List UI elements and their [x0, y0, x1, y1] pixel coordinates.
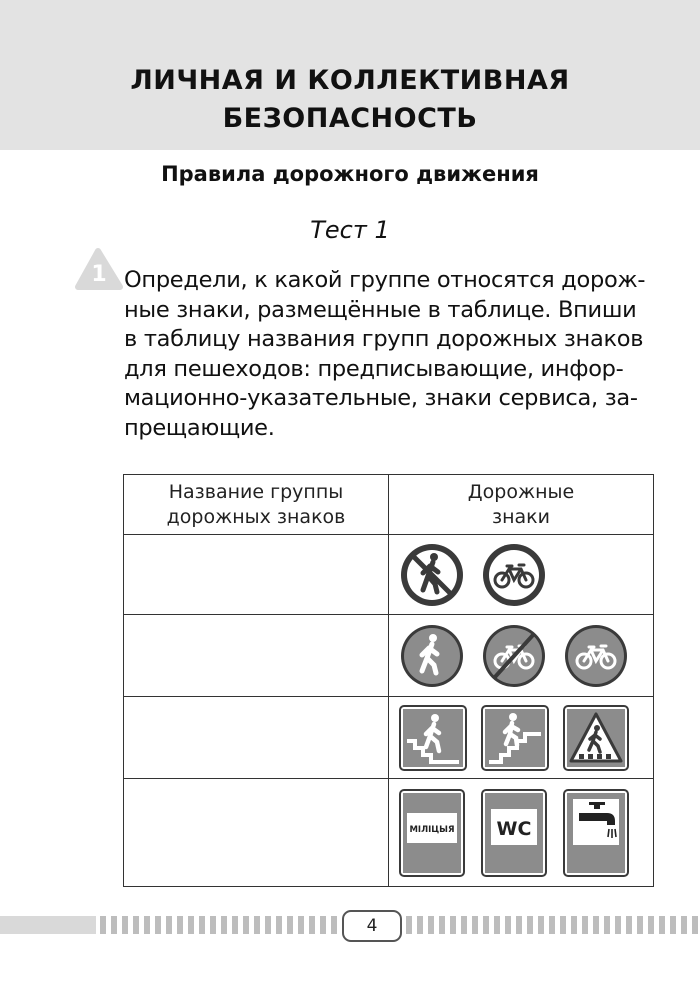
pedestrian-path-sign — [399, 623, 465, 689]
answer-cell[interactable] — [124, 779, 389, 887]
footer-stripe — [155, 916, 161, 934]
signs-cell — [389, 779, 654, 887]
header-banner — [0, 0, 700, 150]
footer-stripe — [593, 916, 599, 934]
task-line: для пешеходов: предписывающие, инфор- — [124, 355, 624, 382]
footer-stripe — [287, 916, 293, 934]
drinking-water-sign — [563, 789, 629, 877]
footer-stripe — [428, 916, 434, 934]
answer-cell[interactable] — [124, 535, 389, 615]
footer-stripe — [692, 916, 698, 934]
footer-stripe — [604, 916, 610, 934]
answer-cell[interactable] — [124, 697, 389, 779]
footer-stripe — [439, 916, 445, 934]
footer-stripe — [571, 916, 577, 934]
footer-stripe — [582, 916, 588, 934]
footer-stripe — [199, 916, 205, 934]
footer-stripe — [276, 916, 282, 934]
table-header-row — [124, 475, 654, 535]
footer-stripe — [670, 916, 676, 934]
task-line: Определи, к какой группе относятся дорож- — [124, 267, 646, 293]
page-title-line1: ЛИЧНАЯ И КОЛЛЕКТИВНАЯ — [130, 65, 570, 96]
bicycle-path-sign — [563, 623, 629, 689]
footer-stripe — [505, 916, 511, 934]
task-line: в таблицу названия групп дорожных знаков — [124, 326, 644, 352]
footer-stripe — [549, 916, 555, 934]
footer-stripe — [516, 916, 522, 934]
footer-stripe — [681, 916, 687, 934]
footer-stripe — [483, 916, 489, 934]
column-header-text: знаки — [492, 505, 550, 528]
overhead-crossing-sign — [481, 705, 549, 771]
task-number-badge — [72, 247, 124, 291]
no-bicycles-sign — [481, 542, 547, 608]
footer-stripe — [210, 916, 216, 934]
column-header-group-name — [124, 475, 389, 535]
page-title-line2: БЕЗОПАСНОСТЬ — [222, 103, 478, 134]
footer-stripe — [133, 916, 139, 934]
signs-table — [123, 474, 654, 887]
footer-stripe — [560, 916, 566, 934]
footer-stripe — [472, 916, 478, 934]
footer-stripe — [527, 916, 533, 934]
task-line: мационно-указательные, знаки сервиса, за- — [124, 385, 638, 411]
section-subtitle: Правила дорожного движения — [161, 162, 539, 186]
underground-crossing-sign — [399, 705, 467, 771]
task-text — [124, 266, 654, 443]
table-row — [124, 697, 654, 779]
signs-cell — [389, 535, 654, 615]
signs-cell — [389, 697, 654, 779]
footer-stripe — [232, 916, 238, 934]
footer-stripe — [538, 916, 544, 934]
page-title — [0, 62, 700, 138]
task-line: прещающие. — [124, 414, 275, 441]
footer-stripe — [122, 916, 128, 934]
footer-stripe — [166, 916, 172, 934]
end-of-bicycle-path-sign — [481, 623, 547, 689]
footer-stripe — [265, 916, 271, 934]
column-header-text: Название группы — [168, 480, 344, 503]
wc-sign-text: WC — [496, 818, 532, 840]
footer-stripe — [221, 916, 227, 934]
footer-stripe — [254, 916, 260, 934]
footer-stripe — [648, 916, 654, 934]
footer-stripe — [111, 916, 117, 934]
table-row — [124, 779, 654, 887]
footer-stripe — [144, 916, 150, 934]
answer-cell[interactable] — [124, 615, 389, 697]
footer-stripe — [417, 916, 423, 934]
footer-stripe — [626, 916, 632, 934]
footer-stripe — [177, 916, 183, 934]
column-header-text: дорожных знаков — [166, 505, 346, 528]
footer-stripe — [637, 916, 643, 934]
footer-stripe — [320, 916, 326, 934]
pedestrian-crossing-sign — [563, 705, 629, 771]
page-number: 4 — [342, 910, 402, 942]
footer-stripe — [406, 916, 412, 934]
no-pedestrians-sign — [399, 542, 465, 608]
footer-stripe — [659, 916, 665, 934]
footer-stripe — [188, 916, 194, 934]
signs-cell — [389, 615, 654, 697]
footer-stripe — [331, 916, 337, 934]
column-header-road-signs — [389, 475, 654, 535]
footer-stripe — [450, 916, 456, 934]
wc-sign — [481, 789, 547, 877]
test-title: Тест 1 — [310, 216, 390, 244]
column-header-text: Дорожные — [467, 480, 575, 503]
footer-stripe — [615, 916, 621, 934]
police-sign-text: МІЛІЦЫЯ — [409, 825, 455, 835]
footer-stripe — [461, 916, 467, 934]
footer-stripe — [243, 916, 249, 934]
table-row — [124, 615, 654, 697]
task-number: 1 — [91, 262, 107, 287]
footer-stripe — [309, 916, 315, 934]
table-row — [124, 535, 654, 615]
task-line: ные знаки, размещённые в таблице. Впиши — [124, 296, 637, 323]
footer-stripe — [494, 916, 500, 934]
footer-stripe — [298, 916, 304, 934]
police-sign — [399, 789, 465, 877]
footer-stripe — [100, 916, 106, 934]
